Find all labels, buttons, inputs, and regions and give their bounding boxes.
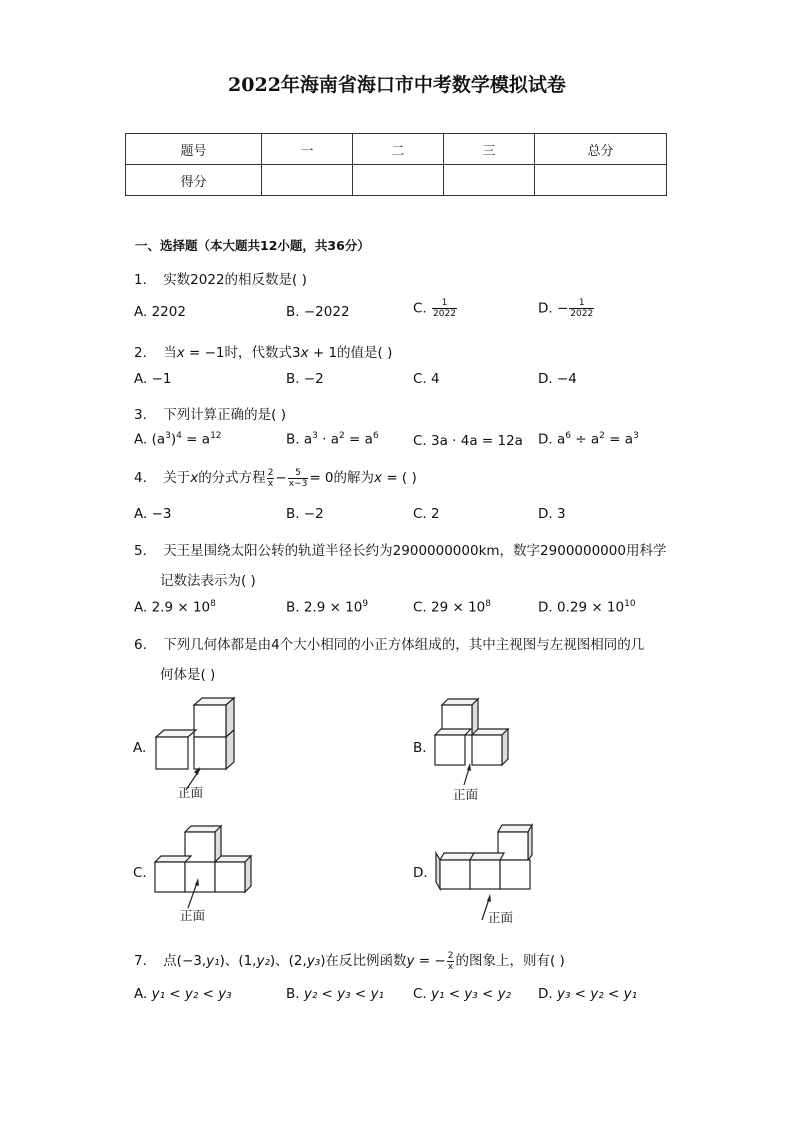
question-5: 5. 天王星围绕太阳公转的轨道半径长约为2900000000km，数字2900000000用科学 [134,543,667,559]
option-a[interactable]: A. −3 [134,506,172,522]
option-b[interactable]: B. −2 [286,506,324,522]
table-row [126,134,667,165]
score-input-cell[interactable] [262,165,353,196]
option-a[interactable]: A. $2.9 \times 10^8$ [134,599,216,616]
table-cell: 三 [444,134,535,165]
question-6-line2: 何体是( ) [160,667,216,683]
cube-figure-d[interactable] [432,820,542,920]
front-label: 正面 [453,787,479,802]
table-cell: 题号 [126,134,262,165]
question-5-line2: 记数法表示为( ) [160,573,256,589]
option-c[interactable]: C. $29 \times 10^8$ [413,599,492,616]
question-1 [134,268,307,288]
option-c[interactable]: C. y₁ < y₃ < y₂ [413,986,512,1002]
question-number: 1. [134,272,147,288]
question-4: 4. 关于x的分式方程 $\frac{2}{x}$ − $\frac{5}{x-3}$ = 0的解为x = ( ) [134,467,417,489]
option-b[interactable]: B. $a^3 \cdot a^2 = a^6$ [286,431,379,448]
option-c[interactable]: C. $\frac{1}{2022}$ [413,298,456,319]
option-d[interactable]: D. −4 [538,371,577,387]
option-c[interactable]: C. [133,865,147,881]
option-b[interactable]: B. −2 [286,371,324,387]
table-row [126,165,667,196]
table-cell: 得分 [126,165,262,196]
question-6: 6. 下列几何体都是由4个大小相同的小正方体组成的，其中主视图与左视图相同的几 [134,637,645,653]
option-d[interactable]: D. 3 [538,506,566,522]
front-label: 正面 [178,785,204,800]
question-text: 实数2022的相反数是( ) [163,272,307,288]
option-b[interactable]: B. y₂ < y₃ < y₁ [286,986,384,1002]
option-d[interactable]: D. $0.29 \times 10^{10}$ [538,599,636,616]
score-input-cell[interactable] [535,165,667,196]
option-a[interactable]: A. 2202 [134,304,186,320]
option-a[interactable]: A. −1 [134,371,172,387]
page-title: 2022年海南省海口市中考数学模拟试卷 [228,74,566,96]
option-c[interactable]: C. 3a · 4a = 12a [413,433,523,449]
option-b[interactable]: B. [413,740,427,756]
option-a[interactable]: A. $(a^3)^4 = a^{12}$ [134,431,222,448]
option-d[interactable]: D. $a^6 \div a^2 = a^3$ [538,431,639,448]
option-c[interactable]: C. 2 [413,506,440,522]
score-input-cell[interactable] [444,165,535,196]
question-3: 3. 下列计算正确的是( ) [134,407,287,423]
option-c[interactable]: C. 4 [413,371,440,387]
front-label: 正面 [488,910,514,925]
table-cell: 二 [353,134,444,165]
score-input-cell[interactable] [353,165,444,196]
front-label: 正面 [180,908,206,923]
question-7: 7. 点(−3,y₁)、(1,y₂)、(2,y₃)在反比例函数y = − $\frac{2}{x}$ 的图象上，则有( ) [134,950,565,972]
option-d[interactable]: D. − $\frac{1}{2022}$ [538,298,594,319]
option-b[interactable]: B. −2022 [286,304,350,320]
table-cell: 总分 [535,134,667,165]
option-d[interactable]: D. [413,865,428,881]
option-a[interactable]: A. y₁ < y₂ < y₃ [134,986,232,1002]
option-d[interactable]: D. y₃ < y₂ < y₁ [538,986,637,1002]
option-a[interactable]: A. [133,740,147,756]
question-2: 2. 当x = −1时，代数式3x + 1的值是( ) [134,345,393,361]
score-table [125,133,667,196]
option-b[interactable]: B. $2.9 \times 10^9$ [286,599,369,616]
table-cell: 一 [262,134,353,165]
section-heading: 一、选择题（本大题共12小题，共36分） [135,238,370,253]
